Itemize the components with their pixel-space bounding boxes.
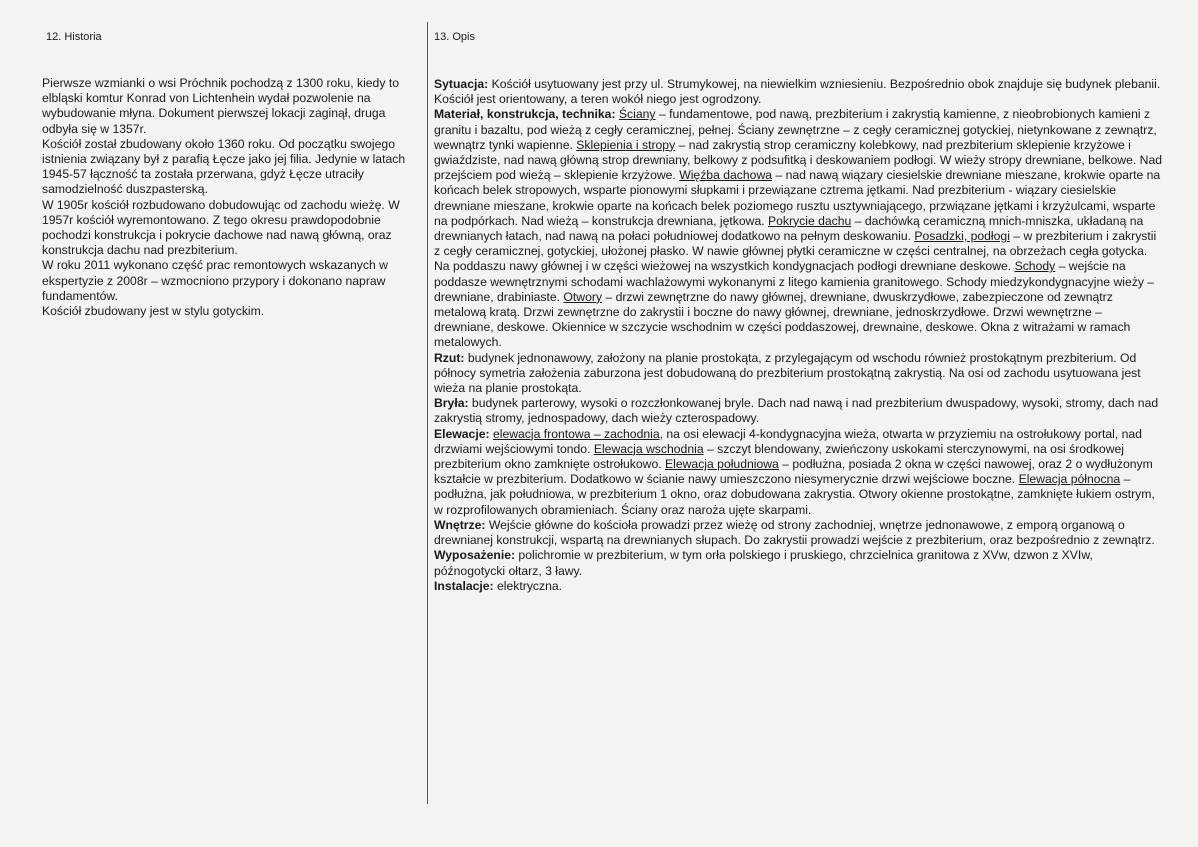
wnetrze-text: Wejście główne do kościoła prowadzi przez wieżę od strony zachodniej, wnętrze jednonawowe, z emporą organową o drewnianej konstrukcji, wspartą na drewnianych słupach. Do zakrystii prowadzi wejście z prezbiterium, oraz bezpośrednio z zewnątrz. (434, 517, 1155, 548)
wiezba-label: Więźba dachowa (679, 168, 773, 183)
bryla-paragraph (434, 396, 1164, 426)
instalacje-label: Instalacje: (434, 578, 494, 593)
elewacja-polnocna-text: – podłużna, jak południowa, w prezbiterium 1 okno, oraz dobudowana zakrystia. Otwory okienne prostokątne, zamknięte łukiem ostrym, w rozprofilowanych obramieniach. Ściany oraz naroża ujęte skarpami. (434, 472, 1155, 517)
sklepienia-text: – nad zakrystią strop ceramiczny kolebkowy, nad prezbiterium sklepienie krzyżowe i gwiaździste, nad nawą główną strop drewniany, belkowy z podsufitką i deskowaniem podłogi. W wieży stropy drewniane, belkowe. Nad przejściem pod wieżą – sklepienie krzyżowe. (434, 137, 1163, 183)
elewacje-paragraph (434, 427, 1164, 518)
bryla-text: budynek parterowy, wysoki o rozczłonkowanej bryle. Dach nad nawą i nad prezbiterium dwuspadowy, wysoki, stromy, dach nad zakrystią stromy, jednospadowy, dach wieży czterospadowy. (434, 396, 1159, 426)
opis-column (434, 77, 1164, 594)
elewacja-polnocna-label: Elewacja północna (1018, 472, 1121, 487)
column-divider (427, 22, 428, 804)
historia-column (42, 76, 422, 319)
historia-paragraph-5: Kościół zbudowany jest w stylu gotyckim. (42, 304, 265, 319)
instalacje-paragraph (434, 579, 1164, 594)
pokrycie-label: Pokrycie dachu (768, 213, 852, 228)
historia-paragraph-4: W roku 2011 wykonano część prac remontowych wskazanych w ekspertyzie z 2008r – wzmocniono przypory i dokonano napraw fundamentów. (42, 258, 388, 303)
schody-label: Schody (1014, 259, 1056, 274)
wyposazenie-paragraph (434, 548, 1164, 578)
wyposazenie-text: polichromie w prezbiterium, w tym orła polskiego i pruskiego, chrzcielnica granitowa z XVw, dzwon z XVIw, późnogotycki ołtarz, 3 ławy. (434, 548, 1093, 578)
instalacje-text: elektryczna. (493, 578, 563, 593)
historia-paragraph-3: W 1905r kościół rozbudowano dobudowując od zachodu wieżę. W 1957r kościół wyremontowano. Z tego okresu prawdopodobnie pochodzi konstrukcja i pokrycie dachowe nad nawą główną, oraz konstrukcja dachu nad prezbiterium. (42, 197, 400, 258)
posadzki-text: – w prezbiterium i zakrystii z cegły ceramicznej, gotyckiej, ułożonej płasko. W nawie głównej płytki ceramiczne w części centralnej, na obrzeżach cegła gotycka. Na poddaszu nawy głównej i w części wieżowej na wszystkich kondygnacjach podłogi drewniane deskowe. (434, 229, 1157, 274)
elewacje-label: Elewacje: (434, 426, 490, 441)
elewacja-frontowa-text: , na osi elewacji 4-kondygnacyjna wieża, otwarta w przyziemiu na ostrołukowy portal, nad drzwiami wejściowymi tondo. (434, 426, 1142, 456)
wiezba-text: – nad nawą wiązary ciesielskie drewniane mieszane, krokwie oparte na końcach belek stropowych, wsparte pionowymi słupkami i przewiązane cztrema jętkami. Nad prezbiterium - wiązary ciesielskie drewniane mieszane, krokwie oparte na końcach belek poziomego rusztu usztywniającego, przwiązane jętkami i krzyżulcami, wsparte na podpórkach. Nad wieżą – konstrukcja drewniana, jętkowa. (434, 168, 1161, 228)
otwory-label: Otwory (563, 289, 603, 304)
material-label: Materiał, konstrukcja, technika: (434, 107, 616, 122)
wnetrze-paragraph (434, 518, 1164, 548)
sytuacja-paragraph (434, 77, 1164, 107)
bryla-label: Bryła: (434, 396, 469, 411)
sytuacja-text: Kościół usytuowany jest przy ul. Strumykowej, na niewielkim wzniesieniu. Bezpośrednio obok znajduje się budynek plebanii. Kościół jest orientowany, a teren wokół niego jest ogrodzony. (434, 77, 1161, 107)
elewacja-poludniowa-label: Elewacja południowa (665, 457, 779, 472)
rzut-text: budynek jednonawowy, założony na planie prostokąta, z przylegającym od wschodu również prostokątnym prezbiterium. Od północy symetria założenia zaburzona jest dobudowaną do prezbiterium prostokątną zakrystią. Na osi od zachodu usytuowana jest wieża na planie prostokąta. (434, 350, 1141, 396)
wnetrze-label: Wnętrze: (434, 517, 486, 532)
pokrycie-text: – dachówką ceramiczną mnich-mniszka, układaną na drewnianych łatach, nad nawą na połaci południowej dodatkowo na pełnym deskowaniu. (434, 213, 1144, 244)
sciany-label: Ściany (618, 107, 656, 122)
sytuacja-label: Sytuacja: (434, 77, 489, 91)
schody-text: – wejście na poddasze wewnętrznymi schodami wachlażowymi wykonanymi z litego kamienia granitowego. Schody miedzykondygnacyjne wieży – drewniane, drabiniaste. (434, 259, 1155, 304)
elewacja-wschodnia-text: – szczyt blendowany, zwieńczony uskokami sterczynowymi, na osi środkowej prezbiterium okno zamknięte ostrołukowo. (434, 441, 1125, 472)
rzut-label: Rzut: (434, 350, 465, 365)
rzut-paragraph (434, 351, 1164, 397)
elewacja-wschodnia-label: Elewacja wschodnia (593, 441, 704, 456)
elewacja-frontowa-label: elewacja frontowa – zachodnia (492, 426, 660, 441)
section-heading-opis: 13. Opis (434, 31, 475, 43)
section-heading-historia: 12. Historia (46, 31, 102, 43)
sciany-text: – fundamentowe, pod nawą, prezbiterium i zakrystią kamienne, z nieobrobionych kamieni z granitu i bazaltu, pod wieżą z cegły ceramicznej, pełnej. Ściany zewnętrzne – z cegły ceramicznej gotyckiej, nietynkowane z zewnątrz, wewnątrz tynki wapienne. (434, 107, 1157, 152)
material-paragraph (434, 107, 1164, 350)
sklepienia-label: Sklepienia i stropy (576, 137, 676, 152)
elewacja-poludniowa-text: – podłużna, posiada 2 okna w części nawowej, oraz 2 o wydłużonym kształcie w prezbiterium. Dodatkowo w ścianie nawy umieszczono niesymerycznie drzwi wejściowe boczne. (434, 457, 1153, 487)
otwory-text: – drzwi zewnętrzne do nawy głównej, drewniane, dwuskrzydłowe, zabezpieczone od zewnątrz metalową kratą. Drzwi zewnętrzne do zakrystii i boczne do nawy głównej, drewniane, jednoskrzydłowe. Drzwi wewnętrzne – drewniane, deskowe. Okiennice w szczycie wschodnim w części poddaszowej, drewnaine, deskowe. Okna z witrażami w ramach metalowych. (434, 289, 1131, 350)
historia-paragraph-2: Kościół został zbudowany około 1360 roku. Od początku swojego istnienia związany był z parafią Łęcze jako jej filia. Jedynie w latach 1945-57 łączność ta została przerwana, gdyż Łęcze utraciły samodzielność duszpasterską. (42, 136, 406, 197)
historia-paragraph-1: Pierwsze wzmianki o wsi Próchnik pochodzą z 1300 roku, kiedy to elbląski komtur Konrad von Lichtenhein wydał pozwolenie na wybudowanie młyna. Dokument pierwszej lokacji zaginął, druga odbyła się w 1357r. (42, 76, 399, 136)
posadzki-label: Posadzki, podłogi (914, 229, 1010, 244)
wyposazenie-label: Wyposażenie: (434, 548, 516, 563)
